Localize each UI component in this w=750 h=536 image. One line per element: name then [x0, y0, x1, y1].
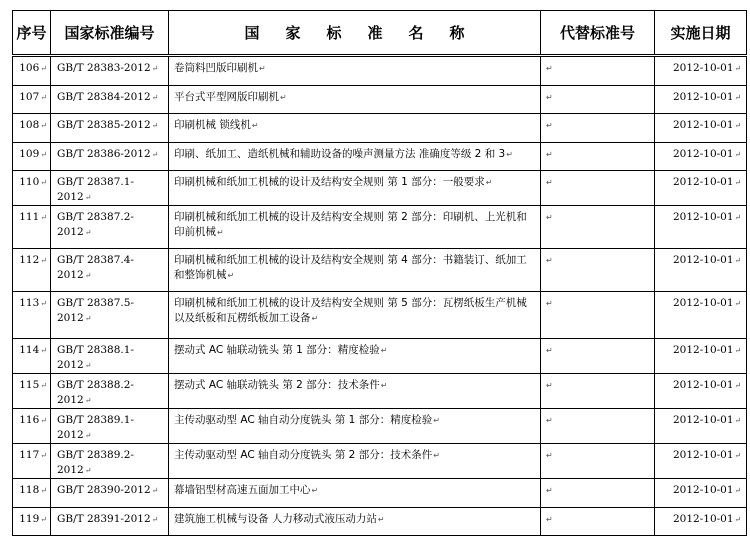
cell-no: [13, 85, 51, 114]
cell-replaced: [541, 374, 655, 409]
paragraph-mark-icon: ↵: [227, 271, 235, 280]
cell-name-text: 印刷机械 锁线机: [174, 119, 251, 131]
cell-date: [655, 292, 747, 339]
header-code: 国家标准编号: [51, 11, 169, 56]
cell-code: [51, 507, 169, 536]
cell-replaced: [541, 409, 655, 444]
cell-name-text: 印刷机械和纸加工机械的设计及结构安全规则 第 4 部分：书籍装订、纸加工和整饰机械: [174, 254, 527, 281]
cell-date: [655, 56, 747, 86]
standards-table: [12, 10, 747, 536]
cell-name: [169, 249, 541, 292]
cell-name-text: 印刷机械和纸加工机械的设计及结构安全规则 第 5 部分：瓦楞纸板生产机械以及纸板和瓦楞纸板加工设备: [174, 297, 527, 324]
cell-code: [51, 374, 169, 409]
cell-code-text: GB/T 28385-2012: [57, 119, 151, 131]
paragraph-mark-icon: ↵: [40, 514, 47, 524]
paragraph-mark-icon: ↵: [734, 64, 742, 73]
cell-code: [51, 114, 169, 143]
cell-code: [51, 206, 169, 249]
paragraph-mark-icon: ↵: [84, 193, 92, 202]
cell-code-text: GB/T 28387.2-2012: [57, 211, 134, 238]
cell-replaced: [541, 142, 655, 171]
cell-code-text: GB/T 28389.2-2012: [57, 449, 134, 476]
cell-date-text: 2012-10-01: [673, 119, 734, 131]
cell-code-text: GB/T 28387.1-2012: [57, 176, 134, 203]
paragraph-mark-icon: ↵: [433, 416, 440, 425]
paragraph-mark-icon: ↵: [40, 92, 47, 102]
cell-no: [13, 142, 51, 171]
cell-no-text: 110: [19, 176, 40, 188]
header-name: [169, 11, 541, 56]
cell-name: [169, 374, 541, 409]
paragraph-mark-icon: ↵: [506, 149, 513, 159]
header-date: 实施日期: [655, 11, 747, 56]
paragraph-mark-icon: ↵: [546, 149, 553, 159]
paragraph-mark-icon: ↵: [546, 299, 553, 308]
cell-no: [13, 292, 51, 339]
paragraph-mark-icon: ↵: [734, 121, 742, 130]
cell-no-text: 118: [19, 484, 40, 496]
paragraph-mark-icon: ↵: [546, 514, 553, 524]
paragraph-mark-icon: ↵: [433, 451, 440, 460]
cell-name: [169, 56, 541, 86]
cell-date: [655, 374, 747, 409]
cell-name: [169, 444, 541, 479]
cell-no: [13, 479, 51, 508]
cell-no-text: 113: [19, 297, 40, 309]
cell-no: [13, 206, 51, 249]
cell-date-text: 2012-10-01: [673, 512, 734, 525]
cell-date: [655, 142, 747, 171]
table-row: [13, 171, 747, 206]
paragraph-mark-icon: ↵: [84, 314, 92, 323]
cell-name: [169, 114, 541, 143]
cell-code-text: GB/T 28389.1-2012: [57, 414, 134, 441]
cell-replaced: [541, 479, 655, 508]
table-row: [13, 56, 747, 86]
paragraph-mark-icon: ↵: [734, 346, 742, 355]
cell-name: [169, 206, 541, 249]
paragraph-mark-icon: ↵: [311, 314, 319, 323]
paragraph-mark-icon: ↵: [84, 466, 92, 475]
cell-name: [169, 339, 541, 374]
paragraph-mark-icon: ↵: [734, 486, 742, 495]
table-row: [13, 479, 747, 508]
cell-date-text: 2012-10-01: [673, 414, 734, 426]
cell-date: [655, 249, 747, 292]
cell-date-text: 2012-10-01: [673, 254, 734, 266]
paragraph-mark-icon: ↵: [546, 213, 553, 222]
cell-no: [13, 444, 51, 479]
cell-name-text: 主传动驱动型 AC 轴自动分度铣头 第 2 部分：技术条件: [174, 449, 433, 461]
cell-code: [51, 56, 169, 86]
paragraph-mark-icon: ↵: [734, 178, 742, 187]
paragraph-mark-icon: ↵: [734, 92, 742, 102]
paragraph-mark-icon: ↵: [40, 346, 47, 355]
paragraph-mark-icon: ↵: [734, 256, 742, 265]
paragraph-mark-icon: ↵: [40, 381, 47, 390]
table-row: [13, 507, 747, 536]
cell-code-text: GB/T 28384-2012: [57, 90, 151, 103]
cell-no: [13, 339, 51, 374]
cell-name-text: 幕墙铝型材高速五面加工中心: [174, 484, 311, 496]
cell-name-text: 摆动式 AC 轴联动铣头 第 2 部分：技术条件: [174, 379, 380, 391]
paragraph-mark-icon: ↵: [151, 92, 159, 102]
cell-code: [51, 409, 169, 444]
cell-replaced: [541, 292, 655, 339]
cell-name-text: 印刷机械和纸加工机械的设计及结构安全规则 第 1 部分：一般要求: [174, 176, 485, 188]
cell-name-text: 建筑施工机械与设备 人力移动式液压动力站: [174, 512, 377, 525]
cell-no-text: 108: [19, 119, 40, 131]
cell-replaced: [541, 56, 655, 86]
paragraph-mark-icon: ↵: [311, 486, 319, 495]
cell-date-text: 2012-10-01: [673, 297, 734, 309]
paragraph-mark-icon: ↵: [734, 149, 742, 159]
cell-no-text: 116: [19, 414, 40, 426]
paragraph-mark-icon: ↵: [40, 299, 47, 308]
paragraph-mark-icon: ↵: [259, 64, 266, 73]
paragraph-mark-icon: ↵: [40, 178, 47, 187]
cell-name-text: 摆动式 AC 轴联动铣头 第 1 部分：精度检验: [174, 344, 380, 356]
paragraph-mark-icon: ↵: [546, 486, 553, 495]
paragraph-mark-icon: ↵: [734, 416, 742, 425]
cell-date-text: 2012-10-01: [673, 176, 734, 188]
cell-date-text: 2012-10-01: [673, 90, 734, 103]
cell-date: [655, 171, 747, 206]
cell-replaced: [541, 114, 655, 143]
table-row: [13, 374, 747, 409]
cell-date: [655, 114, 747, 143]
cell-code-text: GB/T 28388.2-2012: [57, 379, 134, 406]
table-row: [13, 444, 747, 479]
cell-date: [655, 479, 747, 508]
cell-date-text: 2012-10-01: [673, 211, 734, 223]
paragraph-mark-icon: ↵: [217, 228, 224, 237]
paragraph-mark-icon: ↵: [546, 381, 553, 390]
cell-date-text: 2012-10-01: [673, 147, 734, 160]
paragraph-mark-icon: ↵: [546, 121, 553, 130]
paragraph-mark-icon: ↵: [546, 64, 553, 73]
paragraph-mark-icon: ↵: [151, 149, 159, 159]
cell-replaced: [541, 339, 655, 374]
cell-name: [169, 142, 541, 171]
paragraph-mark-icon: ↵: [84, 396, 92, 405]
cell-date: [655, 444, 747, 479]
table-row: [13, 206, 747, 249]
table-row: [13, 292, 747, 339]
table-row: [13, 85, 747, 114]
cell-name: [169, 409, 541, 444]
cell-name: [169, 507, 541, 536]
paragraph-mark-icon: ↵: [151, 486, 159, 495]
table-row: [13, 114, 747, 143]
paragraph-mark-icon: ↵: [151, 514, 159, 524]
paragraph-mark-icon: ↵: [734, 381, 742, 390]
cell-no: [13, 56, 51, 86]
table-row: [13, 249, 747, 292]
cell-no-text: 106: [19, 62, 40, 74]
paragraph-mark-icon: ↵: [251, 121, 259, 130]
cell-replaced: [541, 444, 655, 479]
paragraph-mark-icon: ↵: [40, 121, 47, 130]
cell-date-text: 2012-10-01: [673, 379, 734, 391]
paragraph-mark-icon: ↵: [40, 256, 47, 265]
cell-no-text: 114: [19, 344, 40, 356]
cell-code-text: GB/T 28387.4-2012: [57, 254, 134, 281]
cell-code: [51, 249, 169, 292]
cell-no: [13, 507, 51, 536]
cell-no: [13, 249, 51, 292]
paragraph-mark-icon: ↵: [546, 451, 553, 460]
table-row: [13, 142, 747, 171]
paragraph-mark-icon: ↵: [546, 256, 553, 265]
paragraph-mark-icon: ↵: [151, 64, 159, 73]
cell-replaced: [541, 206, 655, 249]
paragraph-mark-icon: ↵: [40, 149, 47, 159]
cell-name: [169, 171, 541, 206]
table-row: [13, 409, 747, 444]
cell-date-text: 2012-10-01: [673, 449, 734, 461]
paragraph-mark-icon: ↵: [546, 346, 553, 355]
cell-code-text: GB/T 28387.5-2012: [57, 297, 134, 324]
paragraph-mark-icon: ↵: [84, 228, 92, 237]
paragraph-mark-icon: ↵: [84, 431, 92, 440]
paragraph-mark-icon: ↵: [546, 92, 553, 102]
cell-code-text: GB/T 28386-2012: [57, 147, 151, 160]
cell-name-text: 主传动驱动型 AC 轴自动分度铣头 第 1 部分：精度检验: [174, 414, 433, 426]
cell-no: [13, 114, 51, 143]
paragraph-mark-icon: ↵: [40, 64, 47, 73]
paragraph-mark-icon: ↵: [84, 271, 92, 280]
cell-code: [51, 339, 169, 374]
cell-date: [655, 339, 747, 374]
cell-code: [51, 444, 169, 479]
cell-code-text: GB/T 28391-2012: [57, 512, 151, 525]
cell-date: [655, 85, 747, 114]
cell-date: [655, 409, 747, 444]
cell-no: [13, 409, 51, 444]
cell-no: [13, 374, 51, 409]
header-no: 序号: [13, 11, 51, 56]
cell-replaced: [541, 507, 655, 536]
paragraph-mark-icon: ↵: [734, 514, 742, 524]
cell-code-text: GB/T 28390-2012: [57, 484, 151, 496]
cell-code-text: GB/T 28388.1-2012: [57, 344, 134, 371]
cell-name-text: 印刷机械和纸加工机械的设计及结构安全规则 第 2 部分：印刷机、上光机和印前机械: [174, 211, 527, 238]
table-header-row: [13, 11, 747, 56]
cell-no: [13, 171, 51, 206]
paragraph-mark-icon: ↵: [380, 381, 388, 390]
cell-no-text: 117: [19, 449, 40, 461]
cell-no-text: 111: [19, 211, 40, 223]
paragraph-mark-icon: ↵: [84, 361, 92, 370]
paragraph-mark-icon: ↵: [734, 299, 742, 308]
header-replaced: 代替标准号: [541, 11, 655, 56]
cell-code: [51, 171, 169, 206]
cell-date-text: 2012-10-01: [673, 62, 734, 74]
paragraph-mark-icon: ↵: [546, 178, 553, 187]
cell-date-text: 2012-10-01: [673, 484, 734, 496]
paragraph-mark-icon: ↵: [40, 486, 47, 495]
paragraph-mark-icon: ↵: [380, 346, 388, 355]
paragraph-mark-icon: ↵: [280, 92, 287, 102]
paragraph-mark-icon: ↵: [40, 416, 47, 425]
paragraph-mark-icon: ↵: [485, 178, 493, 187]
paragraph-mark-icon: ↵: [377, 514, 385, 524]
cell-no-text: 107: [19, 90, 40, 103]
cell-name: [169, 85, 541, 114]
cell-code: [51, 292, 169, 339]
cell-replaced: [541, 249, 655, 292]
cell-date-text: 2012-10-01: [673, 344, 734, 356]
cell-replaced: [541, 85, 655, 114]
cell-no-text: 109: [19, 147, 40, 160]
paragraph-mark-icon: ↵: [546, 416, 553, 425]
cell-name: [169, 292, 541, 339]
cell-code: [51, 142, 169, 171]
paragraph-mark-icon: ↵: [40, 451, 47, 460]
cell-no-text: 119: [19, 512, 40, 525]
cell-no-text: 112: [19, 254, 40, 266]
cell-name-text: 卷筒料凹版印刷机: [174, 62, 258, 74]
cell-code: [51, 479, 169, 508]
cell-date: [655, 206, 747, 249]
cell-code: [51, 85, 169, 114]
paragraph-mark-icon: ↵: [40, 213, 47, 222]
header-name-text: 国家标准名称: [244, 24, 491, 42]
paragraph-mark-icon: ↵: [151, 121, 159, 130]
cell-code-text: GB/T 28383-2012: [57, 62, 151, 74]
cell-no-text: 115: [19, 379, 40, 391]
cell-name-text: 印刷、纸加工、造纸机械和辅助设备的噪声测量方法 准确度等级 2 和 3: [174, 147, 506, 160]
cell-replaced: [541, 171, 655, 206]
paragraph-mark-icon: ↵: [734, 451, 742, 460]
cell-name-text: 平台式平型网版印刷机: [174, 90, 279, 103]
paragraph-mark-icon: ↵: [734, 213, 742, 222]
cell-date: [655, 507, 747, 536]
cell-name: [169, 479, 541, 508]
table-row: [13, 339, 747, 374]
